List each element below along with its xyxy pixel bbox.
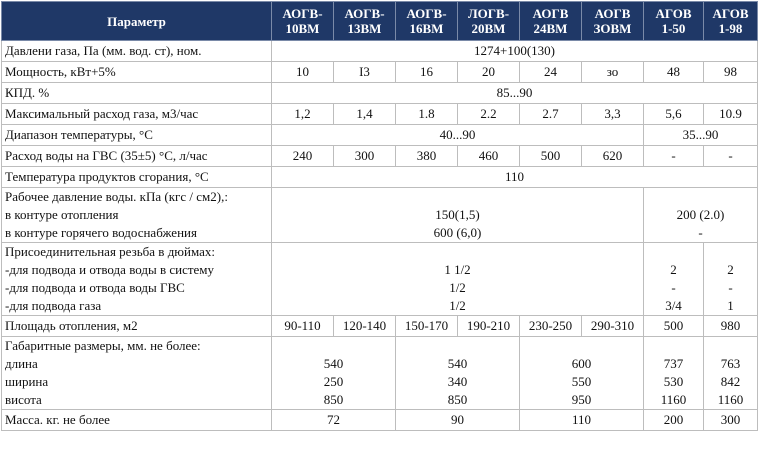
value-thread-a — [272, 243, 644, 316]
value-water-pressure-b — [644, 188, 758, 243]
water-pressure-heating-label: в контуре отопления — [5, 207, 119, 222]
power-cell: 20 — [458, 62, 520, 83]
value-flue-temp: 110 — [272, 167, 758, 188]
thread-system-b: 2 — [670, 262, 677, 277]
max-gas-cell: 10.9 — [704, 104, 758, 125]
water-flow-cell: - — [644, 146, 704, 167]
dims-width: 250 — [323, 374, 344, 389]
value-water-pressure-a — [272, 188, 644, 243]
row-water-flow — [2, 146, 758, 167]
thread-gas-label: -для подвода газа — [5, 298, 102, 313]
dims-length: 737 — [663, 356, 684, 371]
power-cell: I3 — [334, 62, 396, 83]
row-efficiency — [2, 83, 758, 104]
spec-table-container — [1, 1, 758, 431]
power-cell: 16 — [396, 62, 458, 83]
power-cell: 24 — [520, 62, 582, 83]
thread-system-c: 2 — [727, 262, 734, 277]
dims-length: 540 — [447, 356, 468, 371]
area-cell: 90-110 — [272, 316, 334, 337]
max-gas-cell: 2.7 — [520, 104, 582, 125]
header-model-agov-1-98: АГОВ 1-98 — [704, 2, 758, 41]
power-cell: 48 — [644, 62, 704, 83]
value-dims-g3 — [520, 337, 644, 410]
water-flow-cell: 380 — [396, 146, 458, 167]
dims-length: 600 — [571, 356, 592, 371]
dims-width-label: ширина — [5, 374, 49, 389]
water-pressure-heating-b: 200 (2.0) — [676, 207, 725, 222]
max-gas-cell: 1,4 — [334, 104, 396, 125]
row-power — [2, 62, 758, 83]
row-gas-pressure — [2, 41, 758, 62]
mass-cell: 300 — [704, 410, 758, 431]
thread-dhw-b: - — [671, 280, 676, 295]
thread-gas-c: 1 — [727, 298, 734, 313]
value-dims-g5 — [704, 337, 758, 410]
header-parameter: Параметр — [2, 2, 272, 41]
header-model-agov-1-50: АГОВ 1-50 — [644, 2, 704, 41]
water-flow-cell: 500 — [520, 146, 582, 167]
row-area — [2, 316, 758, 337]
dims-height: 1160 — [660, 392, 687, 407]
water-pressure-dhw-a: 600 (6,0) — [433, 225, 482, 240]
area-cell: 980 — [704, 316, 758, 337]
mass-cell: 72 — [272, 410, 396, 431]
header-model-aogv-24vm: АОГВ 24ВМ — [520, 2, 582, 41]
area-cell: 190-210 — [458, 316, 520, 337]
dims-height: 1160 — [717, 392, 744, 407]
water-pressure-dhw-b: - — [698, 225, 703, 240]
value-dims-g2 — [396, 337, 520, 410]
thread-dhw-a: 1/2 — [449, 280, 466, 295]
row-temp-range — [2, 125, 758, 146]
dims-width: 842 — [720, 374, 741, 389]
value-thread-c — [704, 243, 758, 316]
label-water-pressure — [2, 188, 272, 243]
max-gas-cell: 3,3 — [582, 104, 644, 125]
header-model-aogv-30vm: АОГВ ЗОВМ — [582, 2, 644, 41]
dims-height: 850 — [447, 392, 468, 407]
thread-gas-a: 1/2 — [449, 298, 466, 313]
area-cell: 150-170 — [396, 316, 458, 337]
label-efficiency: КПД. % — [2, 83, 272, 104]
label-area: Площадь отопления, м2 — [2, 316, 272, 337]
label-flue-temp: Температура продуктов сгорания, °С — [2, 167, 272, 188]
label-power: Мощность, кВт+5% — [2, 62, 272, 83]
label-max-gas: Максимальный расход газа, м3/час — [2, 104, 272, 125]
area-cell: 500 — [644, 316, 704, 337]
area-cell: 230-250 — [520, 316, 582, 337]
header-model-aogv-13vm: АОГВ- 13ВМ — [334, 2, 396, 41]
dims-length-label: длина — [5, 356, 38, 371]
label-temp-range: Диапазон температуры, °С — [2, 125, 272, 146]
value-dims-g4 — [644, 337, 704, 410]
area-cell: 120-140 — [334, 316, 396, 337]
header-row — [2, 2, 758, 41]
thread-dhw-c: - — [728, 280, 733, 295]
boiler-spec-table — [1, 1, 758, 431]
label-gas-pressure: Давлени газа, Па (мм. вод. ст), ном. — [2, 41, 272, 62]
value-dims-g1 — [272, 337, 396, 410]
water-pressure-heading: Рабочее давление воды. кПа (кгс / см2),: — [5, 189, 228, 204]
water-flow-cell: 620 — [582, 146, 644, 167]
water-flow-cell: 300 — [334, 146, 396, 167]
row-max-gas — [2, 104, 758, 125]
thread-heading: Присоединительная резьба в дюймах: — [5, 244, 215, 259]
area-cell: 290-310 — [582, 316, 644, 337]
thread-gas-b: 3/4 — [665, 298, 682, 313]
dims-height: 850 — [323, 392, 344, 407]
power-cell: зо — [582, 62, 644, 83]
mass-cell: 90 — [396, 410, 520, 431]
max-gas-cell: 1.8 — [396, 104, 458, 125]
water-flow-cell: 460 — [458, 146, 520, 167]
label-thread — [2, 243, 272, 316]
value-efficiency: 85...90 — [272, 83, 758, 104]
thread-system-label: -для подвода и отвода воды в систему — [5, 262, 215, 277]
value-temp-range-a: 40...90 — [272, 125, 644, 146]
value-thread-b — [644, 243, 704, 316]
power-cell: 98 — [704, 62, 758, 83]
row-flue-temp — [2, 167, 758, 188]
max-gas-cell: 1,2 — [272, 104, 334, 125]
dims-length: 763 — [720, 356, 741, 371]
water-flow-cell: - — [704, 146, 758, 167]
label-mass: Масса. кг. не более — [2, 410, 272, 431]
water-pressure-heating-a: 150(1,5) — [435, 207, 480, 222]
power-cell: 10 — [272, 62, 334, 83]
dims-heading: Габаритные размеры, мм. не более: — [5, 338, 201, 353]
label-dims — [2, 337, 272, 410]
dims-length: 540 — [323, 356, 344, 371]
dims-width: 530 — [663, 374, 684, 389]
dims-width: 340 — [447, 374, 468, 389]
max-gas-cell: 5,6 — [644, 104, 704, 125]
header-model-aogv-16vm: АОГВ- 16ВМ — [396, 2, 458, 41]
mass-cell: 110 — [520, 410, 644, 431]
header-model-aogv-10vm: АОГВ- 10ВМ — [272, 2, 334, 41]
dims-height-label: висота — [5, 392, 42, 407]
value-gas-pressure: 1274+100(130) — [272, 41, 758, 62]
row-dims — [2, 337, 758, 410]
thread-system-a: 1 1/2 — [444, 262, 471, 277]
header-model-logv-20vm: ЛОГВ- 20ВМ — [458, 2, 520, 41]
value-temp-range-b: 35...90 — [644, 125, 758, 146]
row-thread — [2, 243, 758, 316]
max-gas-cell: 2.2 — [458, 104, 520, 125]
mass-cell: 200 — [644, 410, 704, 431]
row-water-pressure — [2, 188, 758, 243]
water-pressure-dhw-label: в контуре горячего водоснабжения — [5, 225, 197, 240]
row-mass — [2, 410, 758, 431]
thread-dhw-label: -для подвода и отвода воды ГВС — [5, 280, 185, 295]
dims-width: 550 — [571, 374, 592, 389]
dims-height: 950 — [571, 392, 592, 407]
water-flow-cell: 240 — [272, 146, 334, 167]
label-water-flow: Расход воды на ГВС (35±5) °С, л/час — [2, 146, 272, 167]
